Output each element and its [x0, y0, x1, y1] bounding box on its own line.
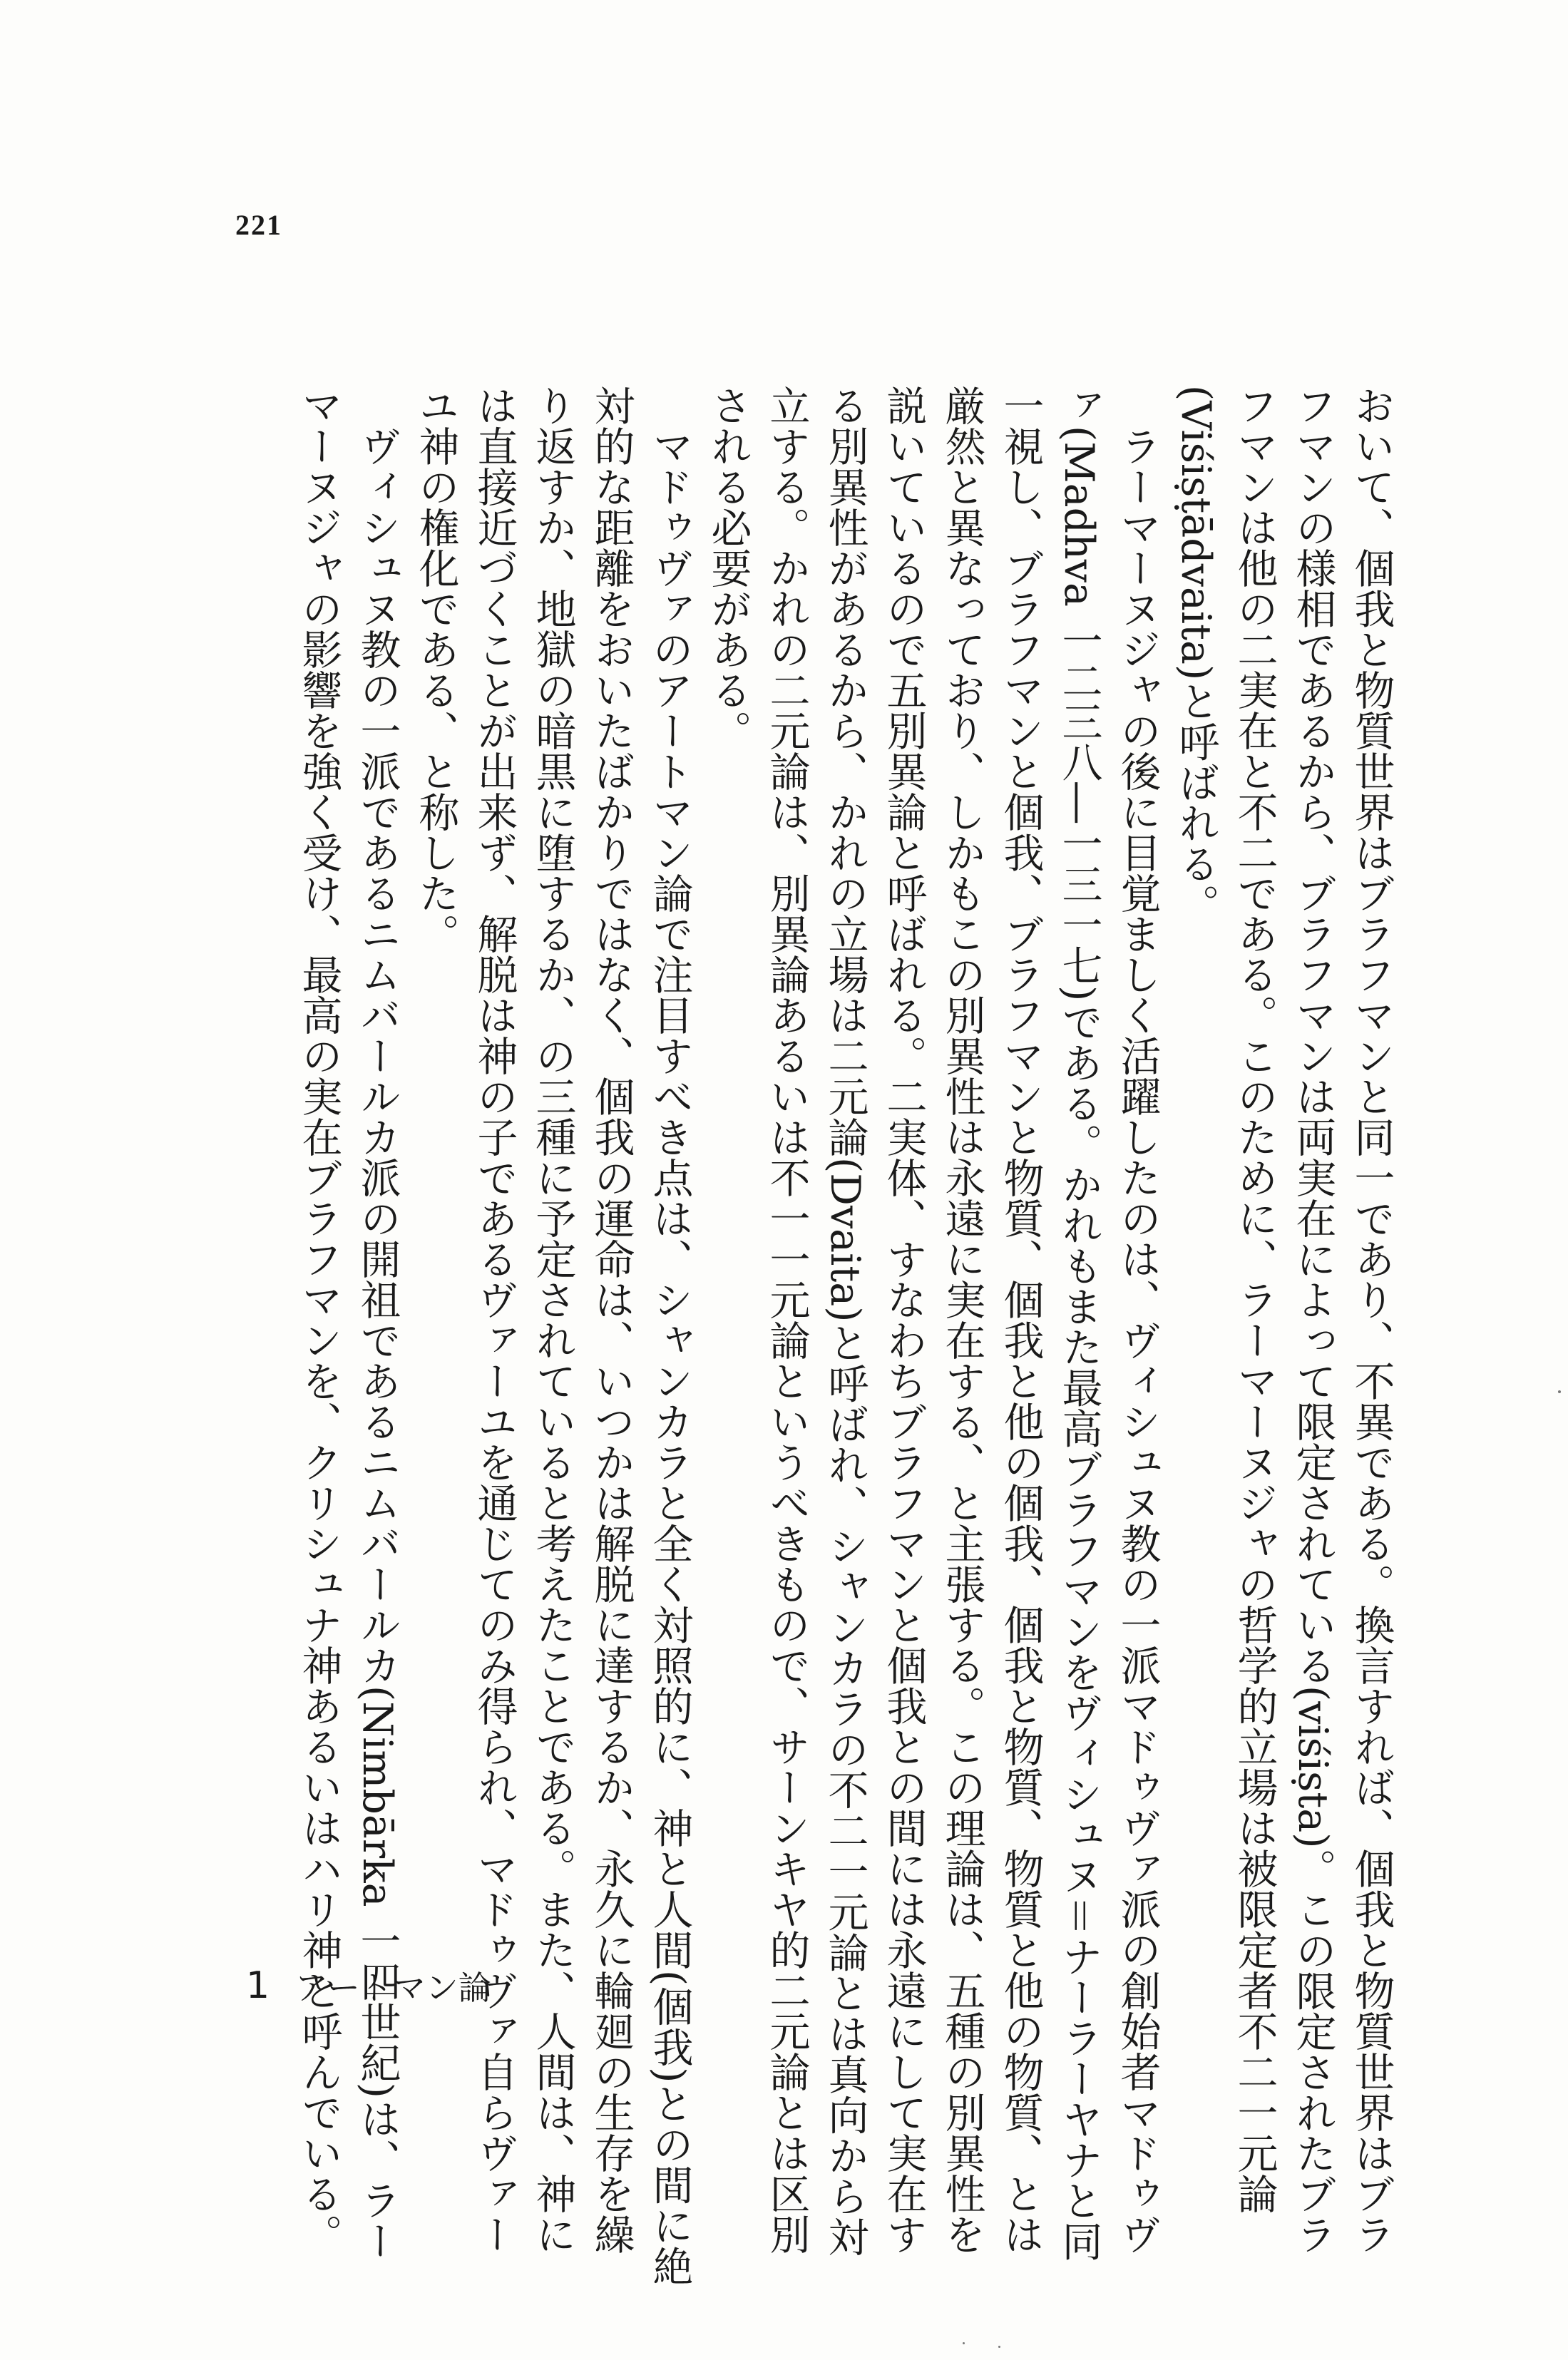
page-number: 221 — [235, 209, 282, 241]
paragraph-3: マドゥヴァのアートマン論で注目すべき点は、シャンカラと全く対照的に、神と人間(個我)との間に絶対的な距離をおいたばかりではなく、個我の運命は、いつかは解脱に達するか、永久に輪廻の生存を繰り返すか、地獄の暗黒に堕するか、の三種に予定されていると考えたことである。また、人間は、神には直接近づくことが出来ず、解脱は神の子であるヴァーユを通じてのみ得られ、マドゥヴァ自らヴァーユ神の権化である、と称した。 — [412, 385, 693, 2287]
chapter-number: 1 — [246, 1964, 270, 2007]
scan-speck — [1558, 1390, 1561, 1393]
paragraph-1: おいて、個我と物質世界はブラフマンと同一であり、不異である。換言すれば、個我と物質世界はブラフマンの様相であるから、ブラフマンは両実在によって限定されている(viśiṣta)。この限定されたブラフマンは他の二実在と不二である。このために、ラーマーヌジャの哲学的立場は被限定者不二一元論(Viśiṣṭādvaita)と呼ばれる。 — [1172, 385, 1395, 2255]
scan-speck — [963, 2342, 965, 2344]
paragraph-2: ラーマーヌジャの後に目覚ましく活躍したのは、ヴィシュヌ教の一派マドゥヴァ派の創始者マドゥヴァ(Madhva 一二三八―一三一七)である。かれもまた最高ブラフマンをヴィシュヌ＝ナーラーヤナと同一視し、ブラフマンと個我、ブラフマンと物質、個我と他の個我、個我と物質、物質と他の物質、とは厳然と異なっており、しかもこの別異性は永遠に実在する、と主張する。この理論は、五種の別異性を説いているので五別異論と呼ばれる。二実体、すなわちブラフマンと個我との間には永遠にして実在する別異性があるから、かれの立場は二元論(Dvaita)と呼ばれ、シャンカラの不二一元論とは真向から対立する。かれの二元論は、別異論あるいは不一一元論というべきもので、サーンキヤ的二元論とは区別される必要がある。 — [704, 385, 1161, 2262]
chapter-title: アートマン論 — [295, 1969, 491, 2007]
running-head — [246, 1957, 491, 2014]
paragraph-4: ヴィシュヌ教の一派であるニムバールカ派の開祖であるニムバールカ(Nimbārka 一四世紀)は、ラーマーヌジャの影響を強く受け、最高の実在ブラフマンを、クリシュナ神あるいはハリ神と呼んでいる。 — [295, 385, 401, 2261]
scan-speck — [998, 2346, 1000, 2348]
